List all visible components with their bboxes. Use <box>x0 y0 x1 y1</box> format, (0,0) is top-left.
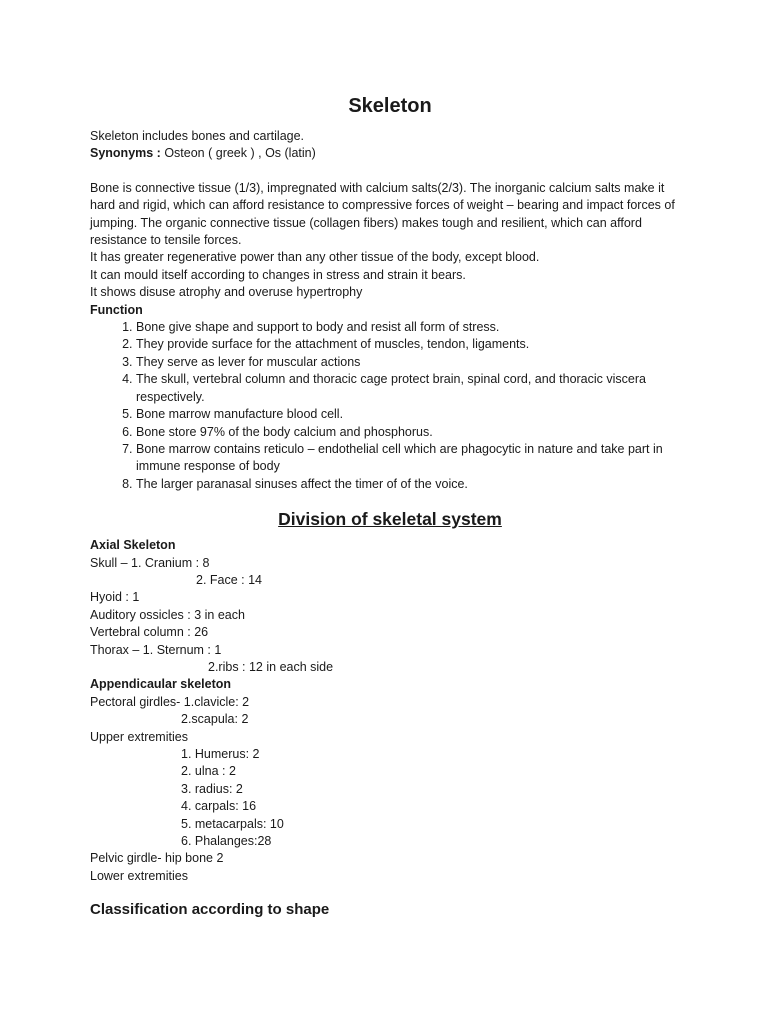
function-item-6: 6. Bone store 97% of the body calcium and phosphorus. <box>136 424 690 441</box>
function-item-7: 7. Bone marrow contains reticulo – endothelial cell which are phagocytic in nature and take part in immune response of body <box>136 441 690 476</box>
document-page <box>90 92 690 921</box>
axial-heading: Axial Skeleton <box>90 538 176 553</box>
lower-extremities-line: Lower extremities <box>90 868 188 883</box>
upper-item-metacarpals: 5. metacarpals: 10 <box>181 816 284 831</box>
auditory-line: Auditory ossicles : 3 in each <box>90 607 245 622</box>
spacer <box>90 163 690 180</box>
synonyms-line <box>90 145 690 162</box>
hyoid-line: Hyoid : 1 <box>90 590 140 605</box>
mould-text: It can mould itself according to changes in stress and strain it bears. <box>90 267 466 282</box>
pectoral-line-1: Pectoral girdles- 1.clavicle: 2 <box>90 694 250 709</box>
thorax-line-1: Thorax – 1. Sternum : 1 <box>90 642 222 657</box>
function-item-5: 5. Bone marrow manufacture blood cell. <box>136 406 690 423</box>
upper-item-humerus: 1. Humerus: 2 <box>181 747 260 761</box>
bone-description: Bone is connective tissue (1/3), impregnated with calcium salts(2/3). The inorganic calcium salts make it hard and rigid, which can afford resistance to compressive forces of weight – bearing and impact forces of jumping. The organic connective tissue (collagen fibers) makes tough and resilient, which can afford resistance to tensile forces. <box>90 180 675 248</box>
function-item-4: 4. The skull, vertebral column and thoracic cage protect brain, spinal cord, and thoracic viscera respectively. <box>136 371 690 406</box>
upper-item-carpals: 4. carpals: 16 <box>181 799 257 814</box>
function-item-2: 2. They provide surface for the attachment of muscles, tendon, ligaments. <box>136 336 690 353</box>
pectoral-line-2: 2.scapula: 2 <box>181 712 249 727</box>
regenerative-text: It has greater regenerative power than any other tissue of the body, except blood. <box>90 250 540 265</box>
intro-line: Skeleton includes bones and cartilage. <box>90 129 305 143</box>
function-item-8: 8. The larger paranasal sinuses affect the timer of of the voice. <box>136 476 690 493</box>
division-heading: Division of skeletal system <box>278 509 502 530</box>
pelvic-line: Pelvic girdle- hip bone 2 <box>90 851 224 866</box>
function-item-3: 3. They serve as lever for muscular actions <box>136 354 690 371</box>
vertebral-line: Vertebral column : 26 <box>90 625 209 640</box>
atrophy-text: It shows disuse atrophy and overuse hypertrophy <box>90 285 363 300</box>
synonyms-text: Osteon ( greek ) , Os (latin) <box>160 146 316 161</box>
upper-item-radius: 3. radius: 2 <box>181 781 243 796</box>
function-list <box>90 319 690 493</box>
function-heading: Function <box>90 302 143 317</box>
classification-heading: Classification according to shape <box>90 901 330 919</box>
upper-item-ulna: 2. ulna : 2 <box>181 764 236 779</box>
skull-line-1: Skull – 1. Cranium : 8 <box>90 555 210 570</box>
synonyms-label: Synonyms : <box>90 146 161 161</box>
thorax-line-2: 2.ribs : 12 in each side <box>208 659 334 674</box>
page-title: Skeleton <box>348 95 432 117</box>
skull-line-2: 2. Face : 14 <box>196 572 263 587</box>
appendicular-heading: Appendicaular skeleton <box>90 677 232 692</box>
function-item-1: 1. Bone give shape and support to body and resist all form of stress. <box>136 319 690 336</box>
upper-item-phalanges: 6. Phalanges:28 <box>181 834 272 849</box>
upper-extremities-heading: Upper extremities <box>90 729 188 744</box>
